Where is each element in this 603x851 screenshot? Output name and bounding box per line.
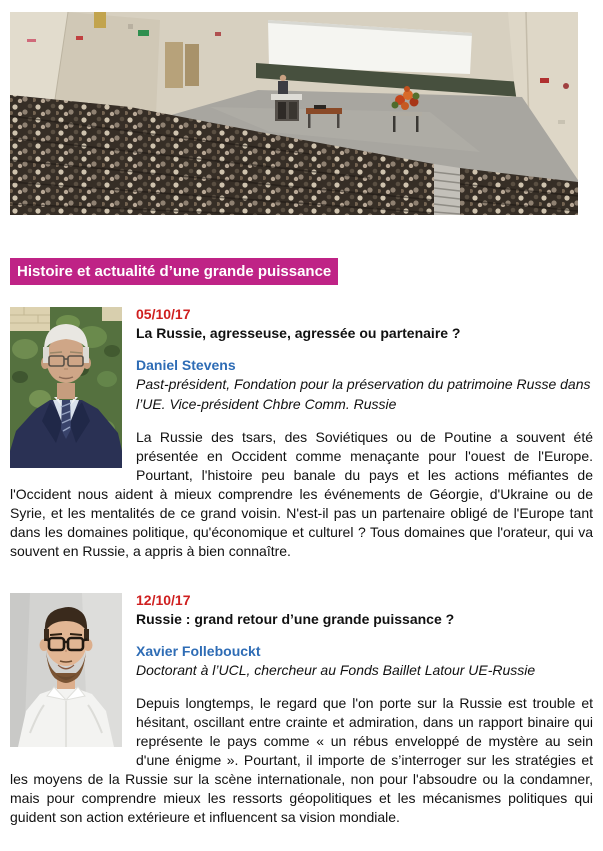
speaker-name: Daniel Stevens (136, 357, 236, 374)
lecture-description: La Russie des tsars, des Soviétiques ou de Poutine a souvent été présentée en Occident comme menaçante pour l'ouest de l'Europe. Pourtant, l'histoire peu banale du pays et les actions méfiantes de l'Occident nous aident à mieux comprendre les événements de Géorgie, d'Ukraine ou de Syrie, et les mentalités de ce grand voisin. N'est-il pas un partenaire obligé de l'Europe tant dans les domaines politique, qu'économique et culturel ? Tous domaines que l'orateur, qui va souvent en Russie, a appris à bien connaître. (10, 428, 593, 559)
speaker-photo-xavier-follebouckt (10, 593, 122, 747)
lecture-entry-2 (10, 591, 593, 827)
lecture-title: Russie : grand retour d’une grande puissance ? (136, 610, 455, 627)
section-banner (10, 258, 593, 285)
speaker-photo-daniel-stevens (10, 307, 122, 468)
lecture-hall-photo (10, 12, 578, 215)
speaker-role: Doctorant à l’UCL, chercheur au Fonds Baillet Latour UE-Russie (136, 661, 536, 678)
lecture-date: 12/10/17 (136, 591, 191, 608)
lecture-title: La Russie, agresseuse, agressée ou partenaire ? (136, 325, 461, 342)
speaker-name: Xavier Follebouckt (136, 642, 261, 659)
lecture-description: Depuis longtemps, le regard que l'on porte sur la Russie est trouble et hésitant, oscillant entre crainte et admiration, dans un rapport binaire qui représente le pays comme « un rébus enveloppé de mystère au sein d'une énigme ». Pourtant, il importe de s’interroger sur les stratégies et les moyens de la Russie sur la scène internationale, non pour l'absoudre ou la condamner, mais pour comprendre mieux les ressorts géopolitiques et les mécanismes politiques qui guident son action extérieure et influencent sa vision mondiale. (10, 694, 593, 826)
speaker-role: Past-président, Fondation pour la préservation du patrimoine Russe dans l’UE. Vice-président Chbre Comm. Russie (136, 376, 591, 412)
section-title: Histoire et actualité d’une grande puissance (10, 258, 338, 285)
lecture-date: 05/10/17 (136, 306, 191, 323)
lecture-entry-1 (10, 305, 593, 560)
